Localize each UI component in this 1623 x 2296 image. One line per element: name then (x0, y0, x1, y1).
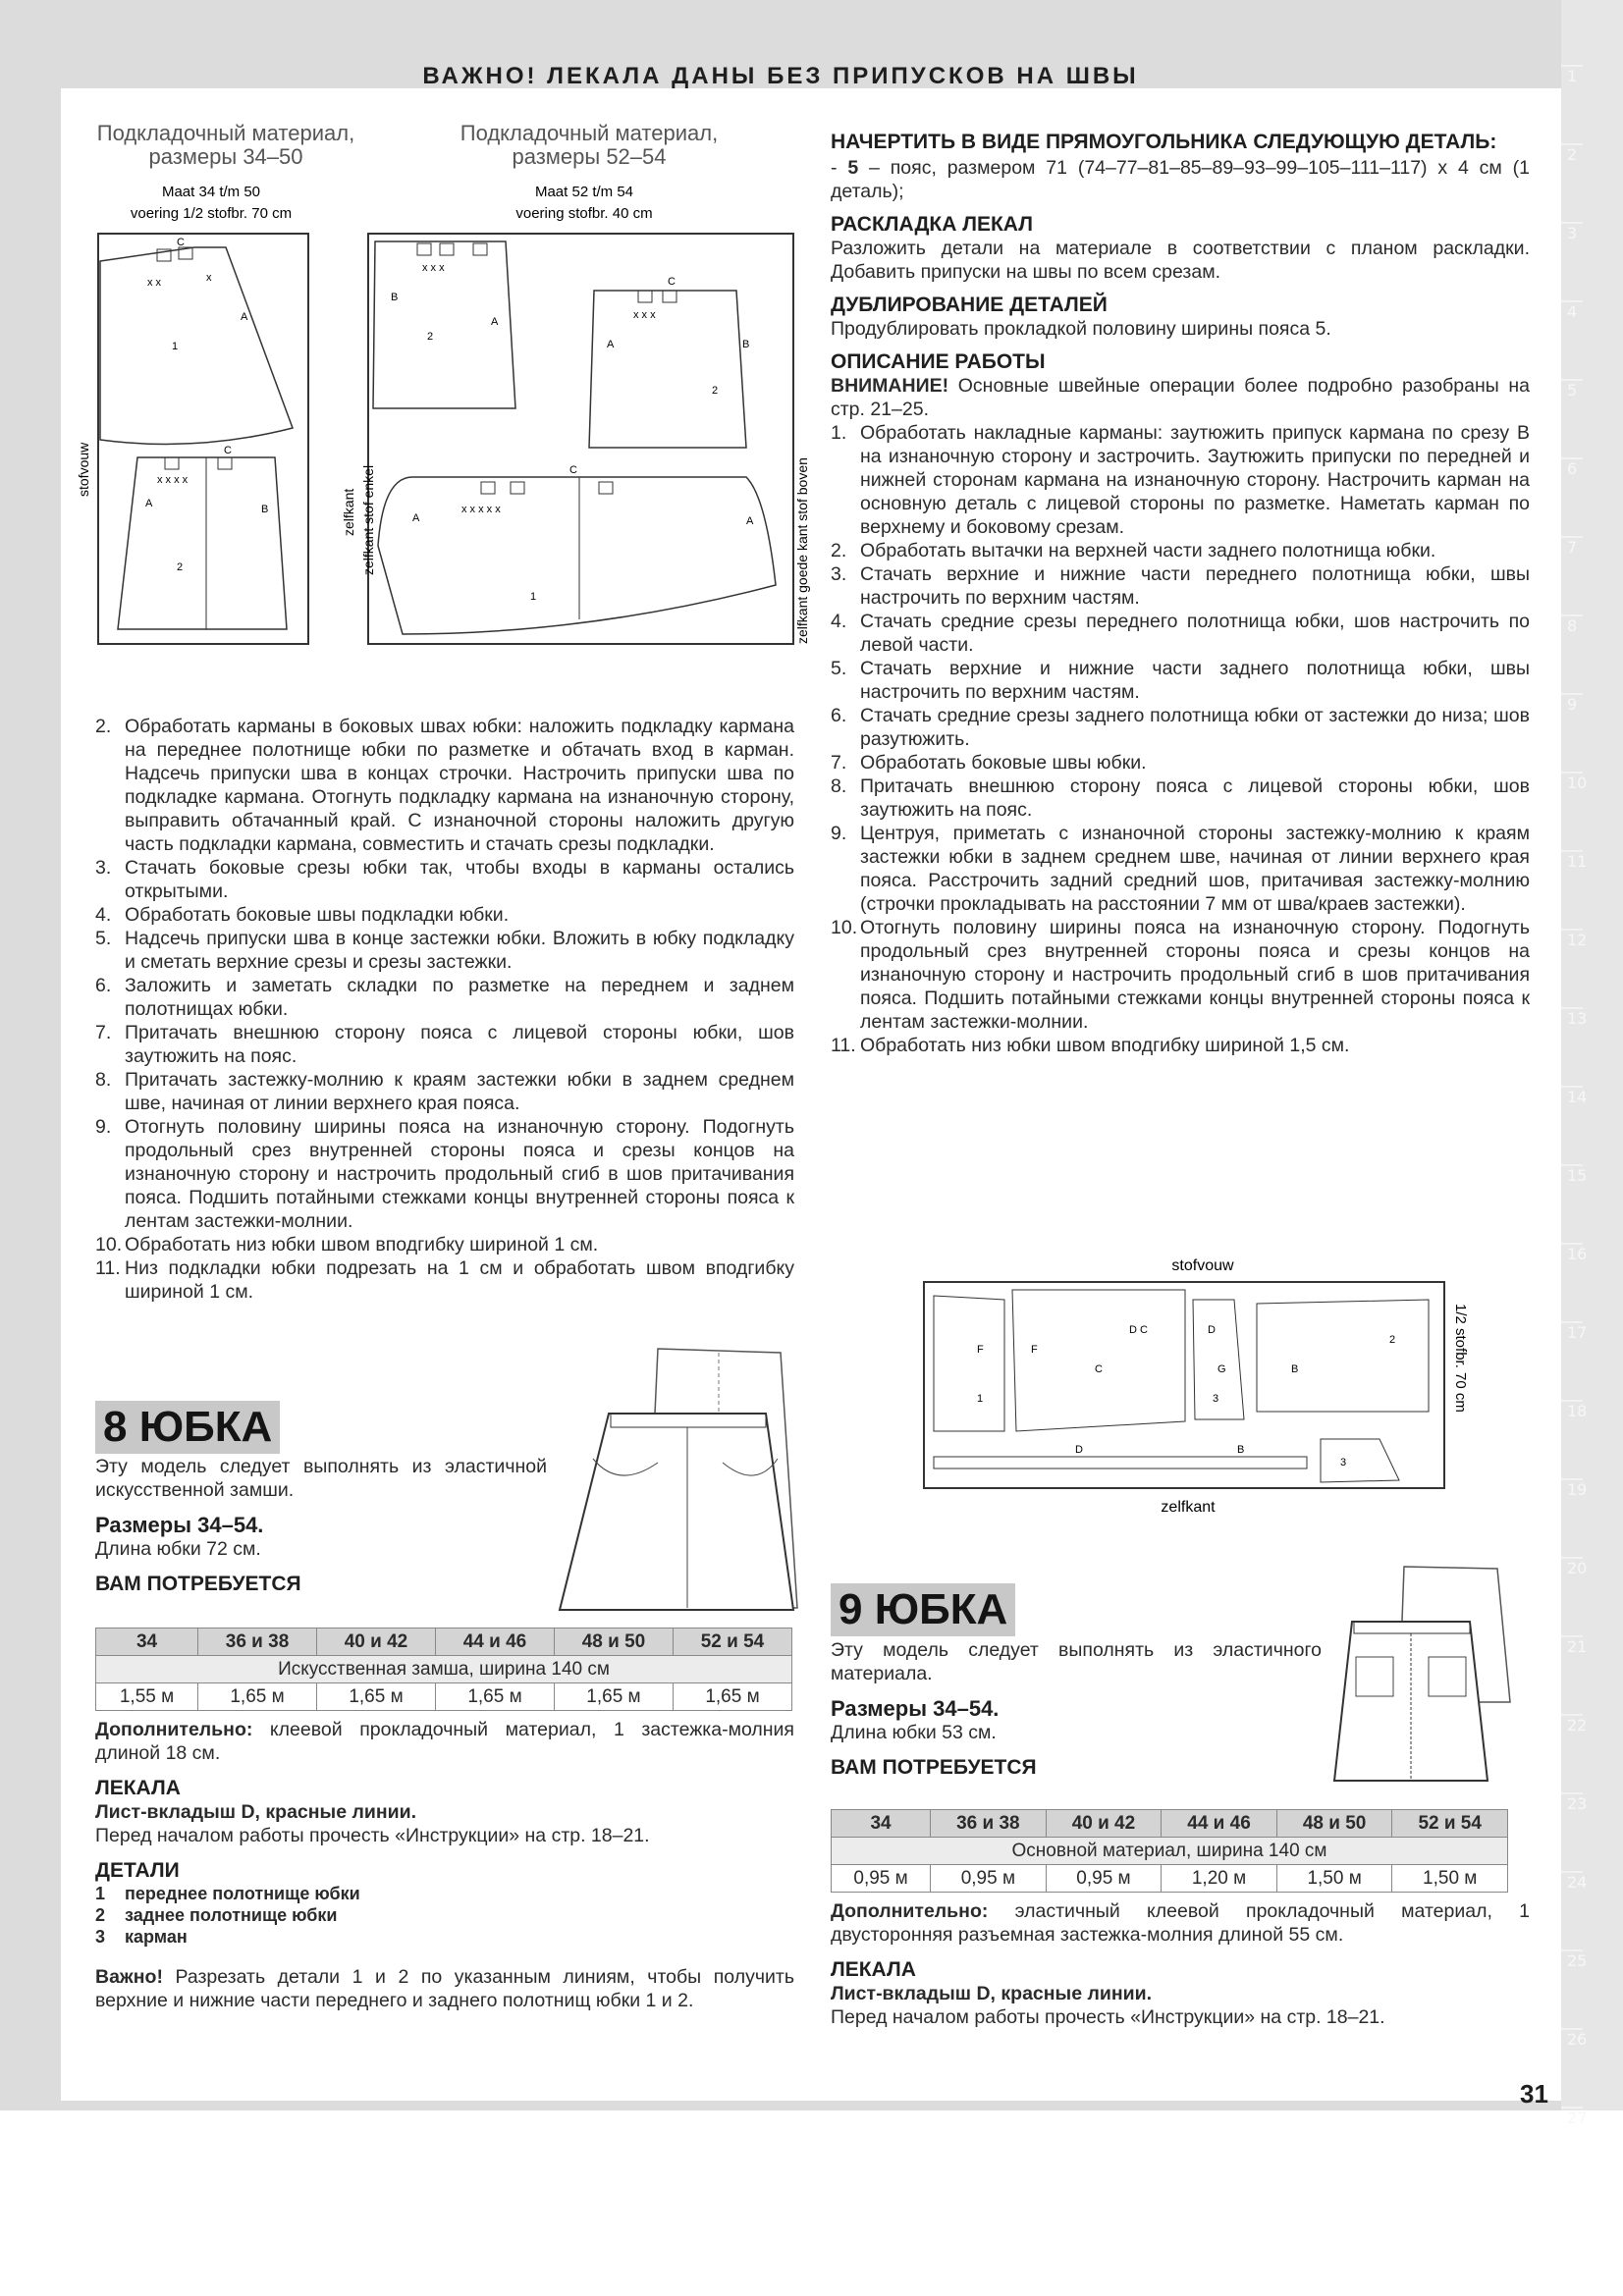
model9-details-block (831, 1899, 1530, 2029)
left-step-number: 8. (95, 1069, 112, 1091)
model8-extra-label: Дополнительно: (95, 1719, 253, 1740)
svg-text:2: 2 (712, 385, 719, 397)
svg-text:C: C (1095, 1363, 1103, 1375)
model8-size-header-cell: 52 и 54 (673, 1629, 791, 1656)
model8-size-header-cell: 34 (96, 1629, 198, 1656)
svg-text:A: A (241, 311, 248, 323)
right-step-number: 8. (831, 775, 847, 797)
model8-size-header-cell: 48 и 50 (554, 1629, 673, 1656)
svg-text:A: A (145, 498, 153, 509)
model9-size-header-cell: 34 (832, 1810, 931, 1838)
svg-text:x x: x x (147, 277, 162, 289)
svg-text:2: 2 (177, 561, 184, 573)
svg-text:C: C (569, 464, 577, 476)
right-step-number: 6. (831, 705, 847, 726)
svg-text:A: A (746, 515, 754, 527)
left-step-number: 11. (95, 1257, 121, 1279)
model8-size-table (95, 1628, 792, 1711)
piece-1-shape (100, 247, 293, 444)
model9-size-header-cell: 36 и 38 (931, 1810, 1047, 1838)
ruler-mark: 16 (1567, 1245, 1588, 1263)
model8-sketch (550, 1343, 805, 1620)
right-step-text: Притачать внешнюю сторону пояса с лицевой стороны юбки, шов заутюжить на пояс. (860, 775, 1530, 821)
ruler-mark: 20 (1567, 1559, 1588, 1577)
attention-body: Основные швейные операции более подробно разобраны на стр. 21–25. (831, 375, 1530, 420)
left-step-number: 6. (95, 975, 112, 996)
model8-extra-text: клеевой прокладочный материал, 1 застежка-молния длиной 18 см. (95, 1719, 794, 1764)
model8-important (95, 1965, 794, 2012)
piece-2-shape (118, 457, 287, 629)
model8-lekala-text: Перед началом работы прочесть «Инструкции» на стр. 18–21. (95, 1825, 650, 1846)
left-step-number: 7. (95, 1022, 112, 1043)
model8-lekala-heading: ЛЕКАЛА (95, 1777, 181, 1799)
svg-text:3: 3 (1213, 1393, 1219, 1405)
left-step (95, 974, 794, 1021)
left-step-number: 2. (95, 716, 112, 737)
svg-text:F: F (1031, 1344, 1038, 1356)
right-step-text: Стачать верхние и нижние части заднего полотнища юбки, швы настрочить по верхним частям. (860, 658, 1530, 703)
left-step-text: Заложить и заметать складки по разметке на переднем и заднем полотнищах юбки. (125, 975, 794, 1020)
right-diagram-caption: Подкладочный материал, размеры 52–54 (460, 121, 719, 169)
left-step-text: Обработать карманы в боковых швах юбки: наложить подкладку кармана на переднее полотнище юбки по разметке и обтачать вход в карман. Надсечь припуски шва в концах строчки. Настрочить припуски шва по подкладке кармана. Отогнуть подкладку кармана на изнаночную сторону, выправить обтачанный край. С изнаночной стороны наложить другую часть подкладки кармана, совместить и стачать срезы подкладки. (125, 716, 794, 855)
model9-extra-text: эластичный клеевой прокладочный материал, 1 двусторонняя разъемная застежка-молния длиной 55 см. (831, 1900, 1530, 1946)
right-step (831, 562, 1530, 610)
model8-amount-cell: 1,55 м (96, 1683, 198, 1711)
detail-number: 1 (95, 1884, 106, 1903)
right-step-number: 9. (831, 823, 847, 844)
model8-size-header-cell: 44 и 46 (435, 1629, 554, 1656)
left-maat-label: Maat 34 t/m 50 (161, 184, 261, 200)
detail-number: 2 (95, 1905, 106, 1925)
model9-material-cell: Основной материал, ширина 140 см (832, 1838, 1508, 1865)
page-number: 31 (1520, 2079, 1548, 2109)
model8-material-cell: Искусственная замша, ширина 140 см (96, 1656, 792, 1683)
model9-size-header-cell: 40 и 42 (1046, 1810, 1162, 1838)
ruler-mark: 9 (1567, 695, 1578, 714)
left-step-number: 9. (95, 1116, 112, 1138)
left-step-text: Низ подкладки юбки подрезать на 1 см и обработать швом вподгибку шириной 1 см. (125, 1257, 794, 1303)
svg-text:B: B (1291, 1363, 1299, 1375)
ruler-mark: 14 (1567, 1088, 1588, 1106)
model9-size-table (831, 1809, 1508, 1893)
svg-text:B: B (261, 504, 269, 515)
left-step (95, 1233, 794, 1256)
ruler-mark: 12 (1567, 931, 1588, 949)
layout-zelfkant-label: zelfkant (1161, 1499, 1216, 1516)
page-banner: ВАЖНО! ЛЕКАЛА ДАНЫ БЕЗ ПРИПУСКОВ НА ШВЫ (422, 63, 1139, 89)
draw-heading: НАЧЕРТИТЬ В ВИДЕ ПРЯМОУГОЛЬНИКА СЛЕДУЮЩУЮ ДЕТАЛЬ: (831, 131, 1497, 153)
dub-heading: ДУБЛИРОВАНИЕ ДЕТАЛЕЙ (831, 294, 1108, 316)
model8-size-header-cell: 36 и 38 (198, 1629, 317, 1656)
model9-title (831, 1583, 1015, 1636)
zelfkant-goede-label: zelfkant goede kant stof boven (794, 457, 810, 644)
ruler-mark: 10 (1567, 774, 1588, 792)
right-step (831, 916, 1530, 1034)
ruler-mark: 11 (1567, 852, 1588, 871)
right-step-text: Стачать верхние и нижние части переднего полотнища юбки, швы настрочить по верхним частям. (860, 563, 1530, 609)
svg-text:1: 1 (172, 341, 179, 352)
ruler-mark: 22 (1567, 1716, 1588, 1735)
svg-text:D: D (1208, 1324, 1216, 1336)
svg-text:2: 2 (427, 331, 434, 343)
svg-text:B: B (391, 292, 399, 303)
draw-text: - 5 – пояс, размером 71 (74–77–81–85–89–93–99–105–111–117) х 4 см (1 деталь); (831, 157, 1530, 202)
svg-text:A: A (412, 512, 420, 524)
ruler-mark: 27 (1567, 2109, 1588, 2127)
dub-text: Продублировать прокладкой половину ширины пояса 5. (831, 318, 1331, 340)
layout-stofvouw-label: stofvouw (1171, 1257, 1234, 1274)
model8-title-text: 8 ЮБКА (95, 1401, 280, 1454)
svg-text:x: x (206, 272, 212, 284)
right-maat-label: Maat 52 t/m 54 (534, 184, 634, 200)
model9-size-header-cell: 44 и 46 (1162, 1810, 1277, 1838)
right-step (831, 1034, 1530, 1057)
left-step (95, 903, 794, 927)
model8-amount-cell: 1,65 м (554, 1683, 673, 1711)
left-steps-block (95, 715, 794, 1304)
svg-text:2: 2 (1389, 1334, 1396, 1346)
right-step (831, 539, 1530, 562)
left-step-text: Обработать низ юбки швом вподгибку шириной 1 см. (125, 1234, 599, 1255)
right-step-text: Обработать накладные карманы: заутюжить припуск кармана по срезу B на изнаночную сторону и застрочить. Заутюжить припуски по передней и нижней сторонам кармана на изнаночную сторону. Настрочить карман на основную деталь с лицевой стороны по разметке. Наметать карман по верхнему и боковому срезам. (860, 422, 1530, 538)
attention-text (831, 374, 1530, 421)
svg-text:A: A (607, 339, 615, 350)
ruler-mark: 5 (1567, 381, 1578, 400)
model9-lekala-text: Перед началом работы прочесть «Инструкции» на стр. 18–21. (831, 2006, 1385, 2028)
right-step (831, 421, 1530, 539)
zelfkant-enkel-label: zelfkant stof enkel (360, 464, 376, 575)
svg-text:B: B (1237, 1444, 1245, 1456)
model8-intro-block (95, 1455, 547, 1596)
ruler-mark: 15 (1567, 1166, 1588, 1185)
model9-extra (831, 1899, 1530, 1947)
svg-text:3: 3 (1340, 1457, 1347, 1468)
model8-amount-cell: 1,65 м (435, 1683, 554, 1711)
model9-title-text: 9 ЮБКА (831, 1583, 1015, 1636)
layout-text: Разложить детали на материале в соответствии с планом раскладки. Добавить припуски на швы по всем срезам. (831, 238, 1530, 283)
model8-details-heading: ДЕТАЛИ (95, 1859, 180, 1882)
left-diagram-caption: Подкладочный материал, размеры 34–50 (96, 121, 355, 169)
left-step-text: Отогнуть половину ширины пояса на изнаночную сторону. Подогнуть продольный срез внутренней стороны пояса и срезы концов на изнаночную сторону и настрочить продольный сгиб в шов притачивания пояса. Подшить потайными стежками концы внутренней стороны пояса к лентам застежки-молнии. (125, 1116, 794, 1232)
ruler-mark: 23 (1567, 1794, 1588, 1813)
right-step (831, 822, 1530, 916)
left-step-number: 10. (95, 1234, 123, 1255)
right-step-number: 10. (831, 917, 858, 938)
ruler-mark: 1 (1567, 67, 1578, 85)
left-step (95, 1021, 794, 1068)
right-voering-label: voering stofbr. 40 cm (515, 205, 653, 222)
right-step-number: 11. (831, 1035, 856, 1056)
left-step (95, 1256, 794, 1304)
model9-size-header-cell: 52 и 54 (1392, 1810, 1508, 1838)
detail-text: переднее полотнище юбки (125, 1884, 360, 1903)
model9-amount-cell: 0,95 м (931, 1865, 1047, 1893)
right-step-text: Центруя, приметать с изнаночной стороны застежку-молнию к краям застежки юбки в заднем среднем шве, начиная от линии верхнего края пояса. Расстрочить задний средний шов, притачивая застежку-молнию (строчки прокладывать на расстоянии 7 мм от шва/краев застежки). (860, 823, 1530, 915)
right-step-text: Стачать средние срезы переднего полотнища юбки, шов настрочить по левой части. (860, 611, 1530, 656)
right-step-text: Обработать вытачки на верхней части заднего полотнища юбки. (860, 540, 1436, 561)
right-step-text: Стачать средние срезы заднего полотнища юбки от застежки до низа; шов разутюжить. (860, 705, 1530, 750)
svg-text:D: D (1075, 1444, 1083, 1456)
model9-table-wrap (831, 1809, 1508, 1893)
stofvouw-label: stofvouw (76, 442, 91, 497)
model8-amount-cell: 1,65 м (317, 1683, 436, 1711)
draw-detail-text: – пояс, размером 71 (74–77–81–85–89–93–99–105–111–117) х 4 см (1 деталь); (831, 157, 1530, 202)
model8-need-heading: ВАМ ПОТРЕБУЕТСЯ (95, 1573, 301, 1595)
svg-text:A: A (491, 316, 499, 328)
right-step (831, 657, 1530, 704)
ruler-mark: 8 (1567, 616, 1578, 635)
right-step-number: 3. (831, 563, 847, 585)
right-step-number: 2. (831, 540, 847, 561)
model9-amount-cell: 1,20 м (1162, 1865, 1277, 1893)
left-step (95, 1068, 794, 1115)
attention-label: ВНИМАНИЕ! (831, 375, 949, 397)
model9-amount-cell: 1,50 м (1392, 1865, 1508, 1893)
right-step-number: 7. (831, 752, 847, 774)
left-step-text: Стачать боковые срезы юбки так, чтобы входы в карманы остались открытыми. (125, 857, 794, 902)
svg-text:D C: D C (1129, 1324, 1148, 1336)
left-step (95, 715, 794, 856)
zelfkant-label: zelfkant (341, 488, 356, 536)
ruler-mark: 17 (1567, 1323, 1588, 1342)
svg-text:x x x x: x x x x (157, 474, 189, 486)
left-step (95, 856, 794, 903)
left-step (95, 927, 794, 974)
svg-text:x x x x x: x x x x x (461, 504, 501, 515)
left-step-text: Обработать боковые швы подкладки юбки. (125, 904, 510, 926)
cutting-layout-diagram (918, 1255, 1488, 1529)
right-step (831, 704, 1530, 751)
detail-item (95, 1904, 794, 1926)
model9-sizes: Размеры 34–54. (831, 1696, 1000, 1721)
svg-text:C: C (224, 445, 232, 456)
svg-text:C: C (668, 276, 676, 288)
model8-lekala-sheet: Лист-вкладыш D, красные линии. (95, 1801, 416, 1823)
model8-table-wrap (95, 1628, 792, 1711)
left-step-number: 5. (95, 928, 112, 949)
left-voering-label: voering 1/2 stofbr. 70 cm (130, 205, 293, 222)
svg-text:B: B (742, 339, 750, 350)
ruler-mark: 6 (1567, 459, 1578, 478)
model9-amount-cell: 0,95 м (832, 1865, 931, 1893)
model9-size-header-cell: 48 и 50 (1276, 1810, 1392, 1838)
draw-detail-number: 5 (847, 157, 859, 179)
ruler-mark: 13 (1567, 1009, 1588, 1028)
right-step-number: 4. (831, 611, 847, 632)
model9-intro: Эту модель следует выполнять из эластичного материала. (831, 1639, 1322, 1684)
detail-text: карман (125, 1927, 188, 1947)
model9-need-heading: ВАМ ПОТРЕБУЕТСЯ (831, 1756, 1037, 1779)
model8-title (95, 1401, 280, 1454)
model8-amount-cell: 1,65 м (673, 1683, 791, 1711)
ruler-mark: 24 (1567, 1873, 1588, 1892)
ruler-mark: 3 (1567, 224, 1578, 242)
right-step-number: 1. (831, 422, 847, 444)
left-step-number: 3. (95, 857, 112, 879)
model8-important-text: Разрезать детали 1 и 2 по указанным линиям, чтобы получить верхние и нижние части переднего и заднего полотнищ юбки 1 и 2. (95, 1966, 794, 2011)
model9-amount-cell: 0,95 м (1046, 1865, 1162, 1893)
right-text-column (831, 131, 1530, 1057)
model9-amount-cell: 1,50 м (1276, 1865, 1392, 1893)
model9-lekala-heading: ЛЕКАЛА (831, 1958, 916, 1981)
svg-text:G: G (1217, 1363, 1226, 1375)
model9-intro-block (831, 1638, 1322, 1780)
model8-important-label: Важно! (95, 1966, 163, 1988)
svg-text:1: 1 (977, 1393, 984, 1405)
ruler-mark: 4 (1567, 302, 1578, 321)
model8-details-block (95, 1718, 794, 2012)
model9-lekala-sheet: Лист-вкладыш D, красные линии. (831, 1983, 1152, 2004)
detail-item (95, 1926, 794, 1948)
ruler-mark: 7 (1567, 538, 1578, 557)
model8-extra (95, 1718, 794, 1765)
work-heading: ОПИСАНИЕ РАБОТЫ (831, 350, 1046, 373)
lining-layout-diagram (69, 183, 815, 693)
right-steps-list (831, 421, 1530, 1057)
right-step-number: 5. (831, 658, 847, 679)
left-step-number: 4. (95, 904, 112, 926)
detail-text: заднее полотнище юбки (125, 1905, 338, 1925)
model8-sizes: Размеры 34–54. (95, 1513, 264, 1537)
ruler-mark: 25 (1567, 1951, 1588, 1970)
svg-text:C: C (177, 237, 185, 248)
svg-text:x x x: x x x (422, 262, 445, 274)
layout-heading: РАСКЛАДКА ЛЕКАЛ (831, 213, 1033, 236)
model9-sketch (1330, 1563, 1517, 1785)
svg-text:F: F (977, 1344, 984, 1356)
right-step (831, 774, 1530, 822)
left-step-text: Притачать внешнюю сторону пояса с лицевой стороны юбки, шов заутюжить на пояс. (125, 1022, 794, 1067)
detail-item (95, 1883, 794, 1904)
model8-amount-cell: 1,65 м (198, 1683, 317, 1711)
left-step-text: Надсечь припуски шва в конце застежки юбки. Вложить в юбку подкладку и сметать верхние срезы и срезы застежки. (125, 928, 794, 973)
right-step-text: Обработать боковые швы юбки. (860, 752, 1147, 774)
ruler-mark: 18 (1567, 1402, 1588, 1420)
svg-text:x x x: x x x (633, 309, 656, 321)
model8-length: Длина юбки 72 см. (95, 1538, 261, 1560)
right-step (831, 610, 1530, 657)
left-step-text: Притачать застежку-молнию к краям застежки юбки в заднем среднем шве, начиная от линии верхнего края пояса. (125, 1069, 794, 1114)
right-step-text: Отогнуть половину ширины пояса на изнаночную сторону. Подогнуть продольный срез внутренней стороны пояса и срезы концов на изнаночную сторону и настрочить продольный сгиб в шов притачивания пояса. Подшить потайными стежками концы внутренней стороны пояса к лентам застежки-молнии. (860, 917, 1530, 1033)
detail-number: 3 (95, 1927, 106, 1947)
right-step-text: Обработать низ юбки швом вподгибку шириной 1,5 см. (860, 1035, 1350, 1056)
side-ruler (1561, 0, 1623, 2127)
ruler-mark: 26 (1567, 2030, 1588, 2049)
left-steps-list (95, 715, 794, 1304)
model8-intro: Эту модель следует выполнять из эластичной искусственной замши. (95, 1456, 547, 1501)
ruler-mark: 21 (1567, 1637, 1588, 1656)
layout-side-label: 1/2 stofbr. 70 cm (1452, 1304, 1469, 1413)
svg-text:1: 1 (530, 591, 537, 603)
ruler-mark: 2 (1567, 145, 1578, 164)
model9-extra-label: Дополнительно: (831, 1900, 989, 1922)
left-step (95, 1115, 794, 1233)
model8-details-list (95, 1883, 794, 1948)
ruler-mark: 19 (1567, 1480, 1588, 1499)
right-step (831, 751, 1530, 774)
model9-length: Длина юбки 53 см. (831, 1722, 997, 1743)
model8-size-header-cell: 40 и 42 (317, 1629, 436, 1656)
